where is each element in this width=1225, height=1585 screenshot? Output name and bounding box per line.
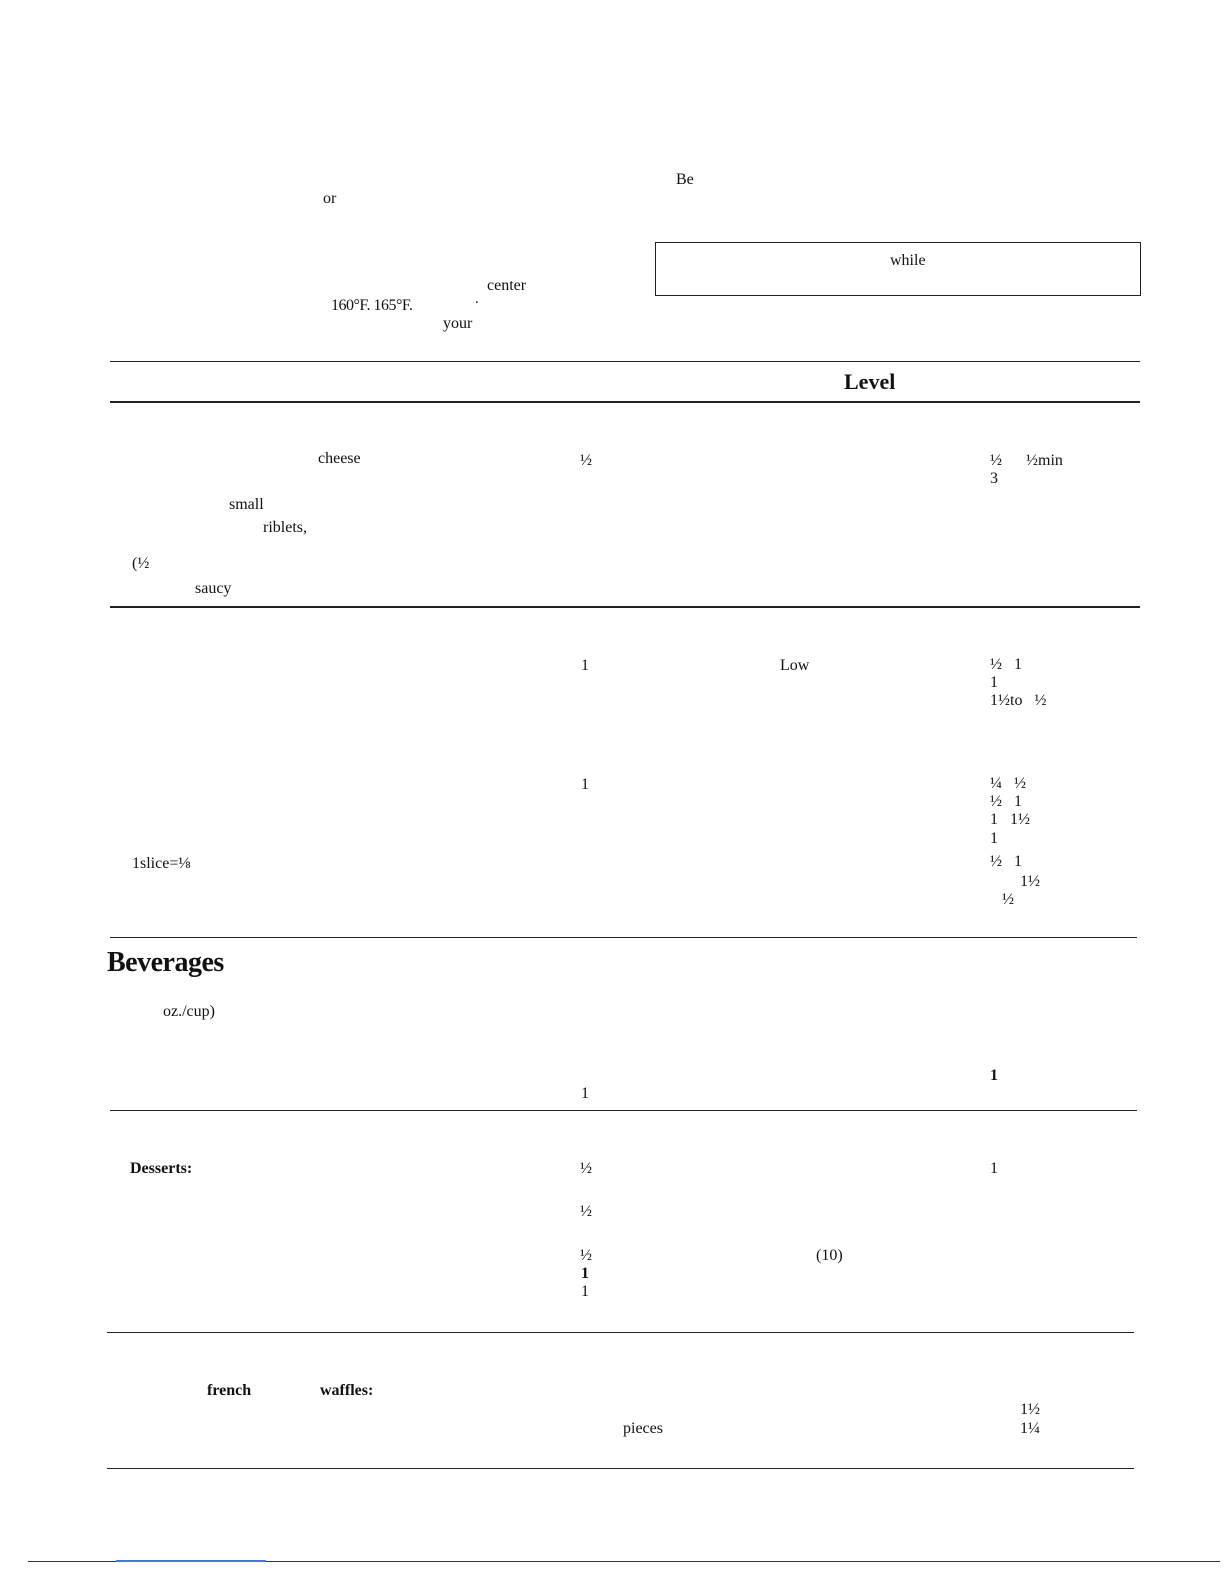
s2-time-b2: ½ 1 (990, 793, 1022, 810)
s2-time-a2: 1 (990, 674, 998, 691)
s2-time-a3: 1½to ½ (990, 692, 1047, 709)
footer-link-underline (116, 1560, 266, 1562)
s2-time-b3: 1 1½ (990, 811, 1030, 828)
header-top-rule (110, 361, 1140, 362)
s1-half-paren: (½ (132, 555, 150, 572)
s1-time-line1: ½ ½min (990, 452, 1063, 469)
s1-saucy: saucy (195, 580, 232, 597)
s2-time-a1: ½ 1 (990, 656, 1022, 673)
header-bottom-rule (110, 401, 1140, 403)
desserts-qty-3: ½ (580, 1247, 592, 1264)
breakfast-time-1: 1½ (1020, 1401, 1040, 1418)
desserts-qty-1: ½ (580, 1160, 592, 1177)
desserts-power-ten: (10) (816, 1247, 843, 1264)
s2-time-c2: 1½ (1020, 873, 1040, 890)
s2-slice-note: 1slice=⅛ (132, 855, 191, 872)
s1-time-line2: 3 (990, 470, 998, 487)
column-header-level: Level (844, 369, 896, 394)
section1-rule (110, 606, 1140, 608)
intro-or: or (323, 190, 337, 207)
note-while: while (890, 252, 926, 269)
desserts-qty-4: 1 (581, 1265, 589, 1282)
beverages-heading: Beverages (107, 947, 224, 978)
desserts-time-1: 1 (990, 1160, 998, 1177)
beverages-time: 1 (990, 1067, 998, 1084)
s2-time-c1: ½ 1 (990, 853, 1022, 870)
s1-small: small (229, 496, 264, 513)
intro-be: Be (676, 171, 694, 188)
beverages-rule (110, 1110, 1137, 1111)
beverages-qty: 1 (581, 1085, 589, 1102)
desserts-label: Desserts: (130, 1160, 193, 1177)
desserts-qty-5: 1 (581, 1283, 589, 1300)
s2-qty-a: 1 (581, 657, 589, 674)
intro-tick: . (475, 291, 479, 307)
breakfast-time-2: 1¼ (1020, 1420, 1040, 1437)
s1-qty: ½ (580, 452, 592, 469)
breakfast-pieces: pieces (623, 1420, 663, 1437)
breakfast-french: french (207, 1382, 252, 1399)
breakfast-rule (107, 1468, 1134, 1469)
s1-riblets: riblets, (263, 519, 307, 536)
desserts-rule (107, 1332, 1134, 1333)
intro-temperatures: 160°F. 165°F. (331, 297, 413, 314)
section2-rule (110, 937, 1137, 938)
s2-qty-b: 1 (581, 776, 589, 793)
intro-your: your (443, 315, 473, 332)
s2-time-c3: ½ (1002, 891, 1014, 908)
s2-power-low: Low (780, 657, 810, 674)
intro-center: center (487, 277, 527, 294)
breakfast-waffles: waffles: (320, 1382, 374, 1399)
s1-cheese: cheese (318, 450, 361, 467)
s2-time-b4: 1 (990, 830, 998, 847)
beverages-oz-cup: oz./cup) (163, 1003, 215, 1020)
s2-time-b1: ¼ ½ (990, 775, 1026, 792)
desserts-qty-2: ½ (580, 1203, 592, 1220)
